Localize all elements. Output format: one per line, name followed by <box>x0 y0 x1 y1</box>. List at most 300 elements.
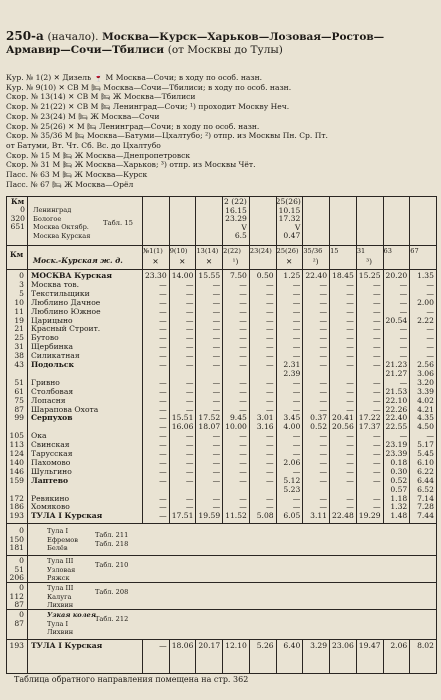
row-station: Ревякино <box>31 493 70 503</box>
row-time: — <box>159 324 167 334</box>
bottom-time: 6.40 <box>283 641 301 651</box>
row-time: — <box>266 457 274 467</box>
column-divider <box>436 197 437 523</box>
row-time: — <box>292 377 301 387</box>
row-time: 10.00 <box>225 422 247 432</box>
row-station: Люблино Дачное <box>31 297 101 307</box>
row-time: — <box>185 440 194 450</box>
row-time: — <box>185 386 194 396</box>
row-time: — <box>372 440 381 450</box>
side-station: Ряжск <box>47 574 70 583</box>
row-time: 7.28 <box>417 502 434 512</box>
row-time: — <box>212 493 221 503</box>
side-tabl: Табл. 212 <box>95 615 129 624</box>
column-divider <box>169 197 170 523</box>
row-time: — <box>399 377 408 387</box>
top-station: Москва Октябр. <box>33 223 89 231</box>
row-time: 22.26 <box>385 404 408 414</box>
row-time: — <box>292 342 301 352</box>
row-time: — <box>346 440 354 450</box>
top-col-21-22: 2 (22) <box>224 197 247 206</box>
row-time: — <box>239 279 247 289</box>
row-km: 172 <box>9 493 24 503</box>
row-time: 1.25 <box>283 271 301 280</box>
top-col-21-22: 6.5 <box>234 231 247 240</box>
row-time: — <box>185 431 194 441</box>
row-time: 15.51 <box>171 413 194 423</box>
side-station: Ефремов <box>47 535 78 544</box>
column-divider <box>356 639 357 673</box>
row-station: Столбовая <box>31 386 74 396</box>
row-time: — <box>372 404 381 414</box>
bottom-time: — <box>159 641 167 651</box>
row-time: — <box>239 288 247 298</box>
train-notes <box>6 73 438 189</box>
row-time: — <box>239 449 247 458</box>
row-time: — <box>292 404 301 414</box>
row-time: 7.44 <box>417 511 434 521</box>
top-station: Ленинград <box>33 206 72 214</box>
row-time: — <box>319 457 328 467</box>
row-time: 19.59 <box>198 511 221 521</box>
side-tabl: Табл. 211 <box>95 531 129 540</box>
row-time: — <box>239 440 247 450</box>
row-time: — <box>266 449 274 458</box>
row-km: 21 <box>14 324 24 334</box>
train-mark: ✕ <box>205 257 213 266</box>
row-station: Свинская <box>31 440 70 450</box>
row-time: — <box>346 297 354 307</box>
row-station: Щербинка <box>31 342 73 352</box>
row-time: — <box>266 279 274 289</box>
row-time: 7.14 <box>417 493 434 503</box>
row-time: — <box>399 324 408 334</box>
row-time: — <box>212 279 221 289</box>
row-km: 25 <box>14 333 24 343</box>
row-km: 11 <box>14 306 24 316</box>
row-station: ТУЛА I Курская <box>31 511 103 521</box>
row-time: — <box>185 395 194 405</box>
side-km: 0 <box>19 526 24 536</box>
row-time: — <box>212 377 221 387</box>
row-time: — <box>372 493 381 503</box>
row-time: — <box>319 502 328 512</box>
row-time: — <box>266 440 274 450</box>
row-time: 17.51 <box>171 511 194 521</box>
column-divider <box>195 639 196 673</box>
row-time: — <box>185 351 194 361</box>
bottom-time: 20.17 <box>198 641 221 651</box>
row-km: 31 <box>14 342 24 352</box>
row-time: 5.08 <box>256 511 274 521</box>
row-time: — <box>266 466 274 476</box>
row-time: — <box>292 315 301 325</box>
side-station: Тула I <box>47 527 69 536</box>
row-time: — <box>372 386 381 396</box>
row-time: — <box>292 279 301 289</box>
row-time: — <box>159 511 167 521</box>
row-time: — <box>399 297 408 307</box>
train-note: Скор. № 35/36 М 🛏 Москва—Батуми—Цхалтубо; ²) отпр. из Москвы Пн. Ср. Пт. <box>6 131 328 141</box>
row-time: 4.21 <box>417 404 434 414</box>
row-time: — <box>292 431 301 441</box>
row-time: — <box>212 395 221 405</box>
row-time: — <box>212 333 221 343</box>
row-time: — <box>239 306 247 316</box>
row-divider <box>7 555 436 556</box>
row-km: 10 <box>14 297 24 307</box>
row-time: — <box>346 395 354 405</box>
row-time: — <box>212 466 221 476</box>
row-time: 0.30 <box>390 466 408 476</box>
row-time: — <box>212 351 221 361</box>
row-station: Хомяково <box>31 502 70 512</box>
row-time: — <box>266 502 274 512</box>
row-time: — <box>346 449 354 458</box>
row-time: — <box>319 475 328 485</box>
train-note: Кур. № 9(10) ✕ СВ М 🛏 Москва—Сочи—Тбилиси; в ходу по особ. назн. <box>6 82 292 92</box>
row-time: — <box>239 360 247 369</box>
column-divider <box>27 197 28 673</box>
row-station: Красный Строит. <box>31 324 101 334</box>
row-time: — <box>185 297 194 307</box>
row-station: Серпухов <box>31 413 73 423</box>
row-km: 140 <box>9 457 24 467</box>
row-time: 16.06 <box>171 422 194 432</box>
row-time: — <box>266 493 274 503</box>
row-time: 23.19 <box>385 440 408 450</box>
row-time: — <box>292 395 301 405</box>
row-time: — <box>159 475 167 485</box>
row-km: 105 <box>9 431 24 441</box>
side-km: 150 <box>9 534 24 544</box>
column-divider <box>276 197 277 523</box>
row-time: — <box>266 288 274 298</box>
column-divider <box>329 639 330 673</box>
row-time: 3.01 <box>256 413 274 423</box>
row-time: 3.11 <box>310 511 328 521</box>
row-km: 5 <box>19 288 24 298</box>
row-time: — <box>372 360 381 369</box>
row-time: — <box>212 324 221 334</box>
side-station: Тула I <box>47 619 69 628</box>
train-mark: ¹) <box>232 257 239 266</box>
row-time: — <box>399 333 408 343</box>
row-time: — <box>319 360 328 369</box>
row-time: 5.12 <box>283 475 301 485</box>
row-station: Царицыно <box>31 315 73 325</box>
row-time: — <box>185 360 194 369</box>
row-time: — <box>266 297 274 307</box>
row-time: 3.20 <box>417 377 434 387</box>
row-time: — <box>212 475 221 485</box>
row-time: — <box>239 351 247 361</box>
side-station: Тула III <box>47 557 74 566</box>
row-time: 18.07 <box>198 422 221 432</box>
row-station: Подольск <box>31 360 74 369</box>
row-time: — <box>319 333 328 343</box>
route-line-2: Армавир—Сочи—Тбилиси <box>6 44 165 56</box>
row-km: 99 <box>14 413 24 423</box>
row-time: — <box>292 306 301 316</box>
row-time: 3.39 <box>417 386 434 396</box>
row-km: 186 <box>9 502 24 512</box>
row-time: — <box>426 342 434 352</box>
row-time: 19.29 <box>358 511 381 521</box>
column-divider <box>302 639 303 673</box>
row-time: — <box>319 386 328 396</box>
row-time: — <box>239 315 247 325</box>
bottom-time: 19.47 <box>358 641 381 651</box>
row-time: — <box>346 315 354 325</box>
row-station: Ока <box>31 431 47 441</box>
side-station: Тула III <box>47 584 74 593</box>
row-time: 14.00 <box>171 271 194 280</box>
row-time: — <box>239 324 247 334</box>
column-divider <box>409 197 410 523</box>
row-time: 5.45 <box>417 449 434 458</box>
column-divider <box>356 197 357 523</box>
row-time: — <box>239 342 247 352</box>
row-divider <box>7 609 436 610</box>
row-time: — <box>159 377 167 387</box>
train-number: 9(10) <box>169 247 188 255</box>
row-time: — <box>346 351 354 361</box>
train-number: 63 <box>383 247 392 255</box>
train-number: 13(14) <box>196 247 219 255</box>
train-note: Скор. № 25(26) ✕ М 🛏 Ленинград—Сочи; в ходу по особ. назн. <box>6 121 260 131</box>
row-time: — <box>239 386 247 396</box>
row-station: Шарапова Охота <box>31 404 99 414</box>
row-time: — <box>292 288 301 298</box>
row-time: 17.37 <box>358 422 381 432</box>
row-time: — <box>372 297 381 307</box>
row-time: 6.44 <box>417 475 434 485</box>
top-col-25-26: 10.15 <box>278 205 301 215</box>
row-station: МОСКВА Курская <box>31 271 112 280</box>
row-time: — <box>346 466 354 476</box>
row-time: — <box>426 324 434 334</box>
row-time: 5.17 <box>417 440 434 450</box>
train-note: Кур. № 1(2) ✕ Дизель 🍷 М Москва—Сочи; в ходу по особ. назн. <box>6 73 263 82</box>
row-time: — <box>266 360 274 369</box>
row-time: — <box>372 457 381 467</box>
row-time: 2.00 <box>417 297 434 307</box>
route-line-1: Москва—Курск—Харьков—Лозовая—Ростов— <box>102 31 385 43</box>
row-time: — <box>319 288 328 298</box>
column-divider <box>142 639 143 673</box>
side-station: Лихвин <box>47 601 74 610</box>
train-number: 15 <box>330 247 339 255</box>
row-time: 2.31 <box>283 360 301 369</box>
row-time: — <box>266 342 274 352</box>
row-time: — <box>212 440 221 450</box>
row-time: — <box>212 288 221 298</box>
top-tabl: Табл. 15 <box>103 219 133 227</box>
row-time: 1.32 <box>390 502 408 512</box>
row-time: — <box>426 288 434 298</box>
row-time: — <box>159 333 167 343</box>
side-station: Узкая колея <box>47 611 96 620</box>
bottom-km: 193 <box>9 641 24 651</box>
row-time: — <box>185 279 194 289</box>
train-mark: ✕ <box>286 257 293 266</box>
row-time: — <box>266 386 274 396</box>
row-time: — <box>159 493 167 503</box>
row-station: Шульгино <box>31 466 72 476</box>
row-time: — <box>292 466 301 476</box>
column-divider <box>409 639 410 673</box>
row-time: — <box>346 377 354 387</box>
top-col-21-22: V <box>241 222 247 232</box>
row-time: — <box>185 449 194 458</box>
row-time: — <box>212 342 221 352</box>
row-time: 17.52 <box>198 413 221 423</box>
row-time: — <box>185 502 194 512</box>
row-km: 19 <box>14 315 24 325</box>
column-divider <box>276 639 277 673</box>
row-time: — <box>239 297 247 307</box>
row-time: 11.52 <box>225 511 247 521</box>
row-km: 124 <box>9 449 24 458</box>
bottom-time: 2.06 <box>390 641 408 651</box>
row-time: 9.45 <box>229 413 247 423</box>
top-km-label: Км <box>11 197 25 206</box>
top-col-21-22: 16.15 <box>225 205 247 215</box>
row-time: — <box>292 297 301 307</box>
train-mark: ✕ <box>152 257 159 266</box>
row-time: 2.06 <box>283 457 301 467</box>
row-time: — <box>266 324 274 334</box>
train-note: Пасс. № 63 М 🛏 Ж Москва—Курск <box>6 170 148 180</box>
row-time: — <box>185 493 194 503</box>
row-time: 23.39 <box>385 449 408 458</box>
row-time: — <box>212 315 221 325</box>
row-time: — <box>372 466 381 476</box>
side-km: 51 <box>14 564 24 574</box>
row-time: — <box>159 306 167 316</box>
row-time: — <box>319 440 328 450</box>
row-km: 3 <box>19 279 24 289</box>
row-time: — <box>346 493 354 503</box>
row-time: — <box>266 431 274 441</box>
column-divider <box>302 197 303 523</box>
side-tabl: Табл. 210 <box>95 561 129 570</box>
row-time: 0.18 <box>390 457 408 467</box>
row-time: 1.18 <box>390 493 408 503</box>
top-col-25-26: 0.47 <box>283 231 301 240</box>
header-km-label: Км <box>10 250 24 259</box>
row-time: 2.56 <box>417 360 434 369</box>
row-time: 0.57 <box>390 484 408 494</box>
row-time: — <box>372 502 381 512</box>
row-time: 4.50 <box>417 422 434 432</box>
train-note: Скор. № 23(24) М 🛏 Ж Москва—Сочи <box>6 111 160 121</box>
row-time: — <box>372 315 381 325</box>
train-number: 31 <box>356 247 366 255</box>
row-time: 4.00 <box>283 422 301 432</box>
row-time: 22.10 <box>385 395 408 405</box>
row-time: — <box>319 315 328 325</box>
row-time: — <box>185 306 194 316</box>
row-time: 15.25 <box>358 271 381 280</box>
row-time: — <box>346 306 354 316</box>
side-station: Калуга <box>47 592 72 601</box>
row-time: 20.56 <box>332 422 354 432</box>
row-time: — <box>319 395 328 405</box>
row-time: — <box>185 288 194 298</box>
bottom-time: 8.02 <box>417 641 434 651</box>
side-km: 0 <box>19 610 24 620</box>
row-time: 0.52 <box>390 475 408 485</box>
timetable-grid <box>6 196 437 674</box>
row-time: 4.35 <box>417 413 434 423</box>
side-km: 0 <box>19 556 24 566</box>
row-km: 75 <box>14 395 24 405</box>
bottom-time: 5.26 <box>256 641 274 651</box>
row-time: 17.22 <box>358 413 381 423</box>
row-time: — <box>239 395 247 405</box>
row-time: 15.55 <box>198 271 221 280</box>
row-time: 2.39 <box>283 368 301 378</box>
row-time: 20.20 <box>385 271 408 280</box>
row-time: — <box>266 475 274 485</box>
row-time: — <box>346 404 354 414</box>
bottom-station: ТУЛА I Курская <box>31 641 103 651</box>
row-time: — <box>346 324 354 334</box>
row-station: Люблино Южное <box>31 306 101 316</box>
row-time: 5.23 <box>283 484 301 494</box>
row-time: — <box>426 351 434 361</box>
row-time: — <box>212 457 221 467</box>
row-time: — <box>426 431 434 441</box>
train-note: Скор. № 31 М 🛏 Ж Москва—Харьков; ³) отпр. из Москвы Чёт. <box>6 160 256 170</box>
row-time: — <box>292 493 301 503</box>
column-divider <box>383 197 384 523</box>
row-time: — <box>239 377 247 387</box>
row-time: — <box>319 342 328 352</box>
side-station: Белёв <box>47 544 68 553</box>
row-time: — <box>185 475 194 485</box>
row-time: 6.22 <box>417 466 434 476</box>
table-number: 250-а <box>6 29 44 43</box>
row-time: — <box>399 342 408 352</box>
row-km: 159 <box>9 475 24 485</box>
row-time: — <box>346 288 354 298</box>
header-road-label: Моск.-Курская ж. д. <box>33 256 123 265</box>
row-time: 18.45 <box>332 271 354 280</box>
row-time: 1.48 <box>390 511 408 521</box>
row-time: 6.10 <box>417 457 434 467</box>
row-time: — <box>292 351 301 361</box>
train-note: Пасс. № 67 🛏 Ж Москва—Орёл <box>6 179 134 189</box>
row-km: 193 <box>9 511 24 521</box>
row-time: — <box>346 342 354 352</box>
train-number: 25(26) <box>276 247 299 255</box>
row-time: — <box>426 306 434 316</box>
row-time: — <box>426 333 434 343</box>
row-time: 22.40 <box>385 413 408 423</box>
row-time: 22.55 <box>385 422 408 432</box>
row-time: — <box>319 306 328 316</box>
row-time: — <box>159 360 167 369</box>
row-time: — <box>159 449 167 458</box>
row-time: — <box>159 288 167 298</box>
row-km: 0 <box>19 271 24 280</box>
row-time: — <box>292 502 301 512</box>
row-time: — <box>266 333 274 343</box>
row-time: 21.23 <box>385 360 408 369</box>
